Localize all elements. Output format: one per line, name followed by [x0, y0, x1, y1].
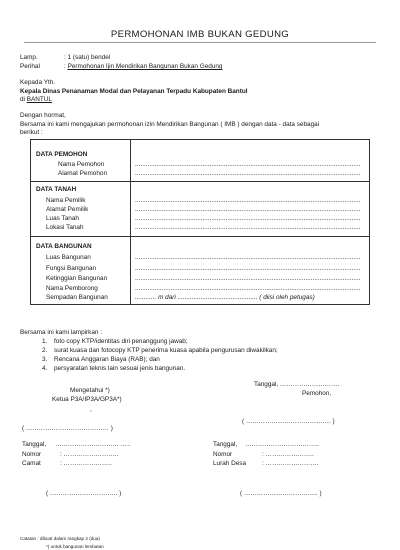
right-nomor-label: Nomor — [213, 451, 233, 458]
greeting: Dengan hormat, — [20, 112, 66, 119]
right-tanggal-label: Tanggal, — [213, 441, 238, 448]
right-tanggal-value[interactable]: …………………………….. — [245, 441, 319, 448]
camat-name-field[interactable]: ( ………………………….. ) — [46, 490, 122, 497]
camat-value[interactable]: : ………………….. — [60, 460, 112, 467]
perihal-value — [64, 63, 222, 70]
lurah-desa-label: Lurah Desa — [213, 460, 247, 467]
input-luas-bangunan[interactable]: ............................................................................................................................... — [135, 254, 361, 261]
input-fungsi-bangunan[interactable]: ............................................................................................................................... — [135, 265, 361, 272]
field-nama-pemborong: Nama Pemborong — [46, 285, 98, 292]
di-place: BANTUL — [26, 96, 52, 103]
lurah-desa-value[interactable]: : ……………………. — [262, 460, 319, 467]
left-tanggal-value[interactable]: ………………………… ….. — [55, 441, 131, 448]
field-ketinggian-bangunan: Ketinggian Bangunan — [46, 275, 108, 282]
comma-mark: , — [90, 406, 92, 413]
opening-line-2: berikut : — [20, 129, 43, 136]
bangunan-heading: DATA BANGUNAN — [36, 243, 92, 250]
field-nama-pemilik: Nama Pemilik — [46, 197, 86, 204]
opening-line-1: Bersama ini kami mengajukan permohonan izin Mendirikan Bangunan ( IMB ) dengan data - data sebagai — [20, 121, 320, 128]
title-divider — [24, 42, 376, 43]
field-alamat-pemilik: Alamat Pemilik — [46, 206, 89, 213]
input-nama-pemilik[interactable]: ............................................................................................................................... — [135, 197, 361, 204]
left-nomor-value[interactable]: : …………………….. — [60, 451, 119, 458]
pemohon-heading: DATA PEMOHON — [36, 151, 88, 158]
recipient: Kepala Dinas Penanaman Modal dan Pelayanan Terpadu Kabupaten Bantul — [20, 88, 248, 95]
tanah-heading: DATA TANAH — [36, 186, 77, 193]
right-nomor-value[interactable]: : ………………….. — [262, 451, 314, 458]
lurah-name-field[interactable]: ( …………………………….. ) — [240, 490, 322, 497]
attachment-number-3: 3. — [42, 356, 48, 363]
pemohon-name-field[interactable]: ( …………………………………. ) — [242, 418, 335, 425]
pemohon-label: Pemohon, — [302, 390, 332, 397]
attachment-number-2: 2. — [42, 347, 48, 354]
ketua-label: Ketua P3A/IP3A/GP3A*) — [52, 396, 122, 403]
attachment-item-3: Rencana Anggaran Biaya (RAB); dan — [54, 356, 160, 363]
field-nama-pemohon: Nama Pemohon — [58, 161, 105, 168]
lamp-value: : 1 (satu) bendel — [64, 54, 111, 61]
input-ketinggian-bangunan[interactable]: ............................................................................................................................... — [135, 275, 361, 282]
left-tanggal-label: Tanggal, — [22, 441, 47, 448]
attachment-item-4: persyaratan teknis lain sesuai jenis bangunan. — [54, 365, 186, 372]
left-nomor-label: Nomor — [22, 451, 42, 458]
field-luas-bangunan: Luas Bangunan — [46, 254, 91, 261]
camat-label: Camat — [22, 460, 41, 467]
input-sempadan-bangunan[interactable]: ............ m dari ............................................. ( diisi oleh petugas) — [135, 294, 315, 301]
perihal-text: Permohonan Ijin Mendirikan Bangunan Bukan Gedung — [67, 63, 223, 70]
input-nama-pemohon[interactable]: ............................................................................................................................... — [135, 161, 361, 168]
attachments-intro: Bersama ini kami lampirkan : — [20, 329, 103, 336]
field-lokasi-tanah: Lokasi Tanah — [46, 224, 84, 231]
attachment-item-2: surat kuasa dan fotocopy KTP penerima kuasa apabila pengurusan diwakilkan; — [54, 347, 278, 354]
input-alamat-pemohon[interactable]: ............................................................................................................................... — [135, 170, 361, 177]
footnote-line-1: Catatan : dibuat dalam rangkap 2 (dua) — [20, 536, 100, 541]
field-luas-tanah: Luas Tanah — [46, 215, 79, 222]
lamp-label: Lamp. — [20, 54, 38, 61]
attachment-number-4: 4. — [42, 365, 48, 372]
input-nama-pemborong[interactable]: ............................................................................................................................... — [135, 285, 361, 292]
mengetahui-label: Mengetahui *) — [70, 387, 110, 394]
recipient-place — [20, 96, 52, 103]
tanggal-top: Tanggal, ………………………. — [254, 381, 340, 388]
di-prefix: di — [20, 96, 27, 103]
input-lokasi-tanah[interactable]: ............................................................................................................................... — [135, 224, 361, 231]
perihal-colon: : — [64, 63, 68, 70]
attachment-number-1: 1. — [42, 338, 48, 345]
input-luas-tanah[interactable]: ............................................................................................................................... — [135, 215, 361, 222]
field-sempadan-bangunan: Sempadan Bangunan — [46, 294, 108, 301]
field-fungsi-bangunan: Fungsi Bangunan — [46, 265, 97, 272]
ketua-name-field[interactable]: ( ………………………………… ) — [22, 425, 113, 432]
kepada-label: Kepada Yth. — [20, 79, 56, 86]
table-row-divider-2 — [30, 236, 370, 237]
perihal-label: Perihal — [20, 63, 40, 70]
table-column-divider — [130, 139, 131, 305]
attachment-item-1: foto copy KTP/identitas diri penanggung jawab; — [54, 338, 188, 345]
footnote-line-2: *) untuk bangunan lembatan — [46, 544, 104, 549]
input-alamat-pemilik[interactable]: ............................................................................................................................... — [135, 206, 361, 213]
field-alamat-pemohon: Alamat Pemohon — [58, 170, 108, 177]
page-title: PERMOHONAN IMB BUKAN GEDUNG — [110, 29, 290, 40]
table-row-divider-1 — [30, 181, 370, 182]
